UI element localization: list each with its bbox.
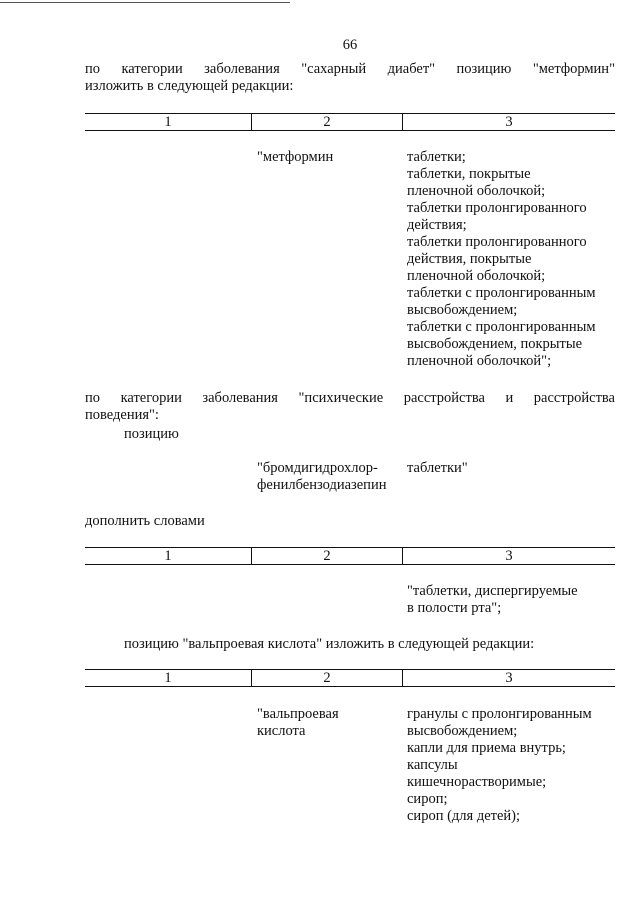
- column-header-1: 1: [85, 670, 252, 686]
- top-rule: [0, 2, 290, 3]
- supplement-text: дополнить словами: [85, 513, 205, 529]
- list-item: таблетки, покрытые: [407, 166, 531, 182]
- drug-name-bromdi-line-1: "бромдигидрохлор-: [257, 460, 378, 476]
- column-header-row-1: [85, 113, 615, 131]
- list-item: таблетки пролонгированного: [407, 200, 587, 216]
- drug-name-valproic-line-2: кислота: [257, 723, 306, 739]
- column-header-1: 1: [85, 114, 252, 130]
- list-item: таблетки с пролонгированным: [407, 319, 596, 335]
- metformin-forms-list: [407, 149, 596, 370]
- column-header-row-2: [85, 547, 615, 565]
- list-item: гранулы с пролонгированным: [407, 706, 592, 722]
- list-item: действия, покрытые: [407, 251, 532, 267]
- list-item: капсулы: [407, 757, 458, 773]
- dispersible-line-1: "таблетки, диспергируемые: [407, 583, 578, 599]
- intro-line-2: изложить в следующей редакции:: [85, 78, 294, 94]
- list-item: высвобождением, покрытые: [407, 336, 583, 352]
- psychic-line-1: по категории заболевания "психические расстройства и расстройства: [85, 390, 615, 406]
- column-header-row-3: [85, 669, 615, 687]
- list-item: сироп;: [407, 791, 448, 807]
- list-item: пленочной оболочкой;: [407, 268, 546, 284]
- list-item: таблетки;: [407, 149, 466, 165]
- drug-name-valproic-line-1: "вальпроевая: [257, 706, 339, 722]
- list-item: капли для приема внутрь;: [407, 740, 566, 756]
- list-item: высвобождением;: [407, 302, 518, 318]
- drug-name-bromdi-line-2: фенилбензодиазепин: [257, 477, 387, 493]
- intro-line-1: по категории заболевания "сахарный диабет" позицию "метформин": [85, 61, 615, 77]
- valproic-forms-list: [407, 706, 592, 825]
- column-header-3: 3: [505, 670, 513, 686]
- valproic-intro: позицию "вальпроевая кислота" изложить в следующей редакции:: [124, 636, 535, 652]
- page-number: 66: [342, 37, 358, 53]
- list-item: таблетки пролонгированного: [407, 234, 587, 250]
- list-item: действия;: [407, 217, 467, 233]
- psychic-line-2: поведения":: [85, 407, 159, 423]
- psychic-line-3: позицию: [124, 426, 179, 442]
- list-item: пленочной оболочкой";: [407, 353, 552, 369]
- column-header-3: 3: [505, 114, 513, 130]
- list-item: сироп (для детей);: [407, 808, 521, 824]
- column-header-2: 2: [252, 548, 403, 564]
- list-item: высвобождением;: [407, 723, 518, 739]
- column-header-1: 1: [85, 548, 252, 564]
- bromdi-form: таблетки": [407, 460, 468, 476]
- list-item: таблетки с пролонгированным: [407, 285, 596, 301]
- dispersible-line-2: в полости рта";: [407, 600, 502, 616]
- drug-name-metformin: "метформин: [257, 149, 334, 165]
- column-header-3: 3: [505, 548, 513, 564]
- column-header-2: 2: [252, 670, 403, 686]
- list-item: пленочной оболочкой;: [407, 183, 546, 199]
- list-item: кишечнорастворимые;: [407, 774, 547, 790]
- column-header-2: 2: [252, 114, 403, 130]
